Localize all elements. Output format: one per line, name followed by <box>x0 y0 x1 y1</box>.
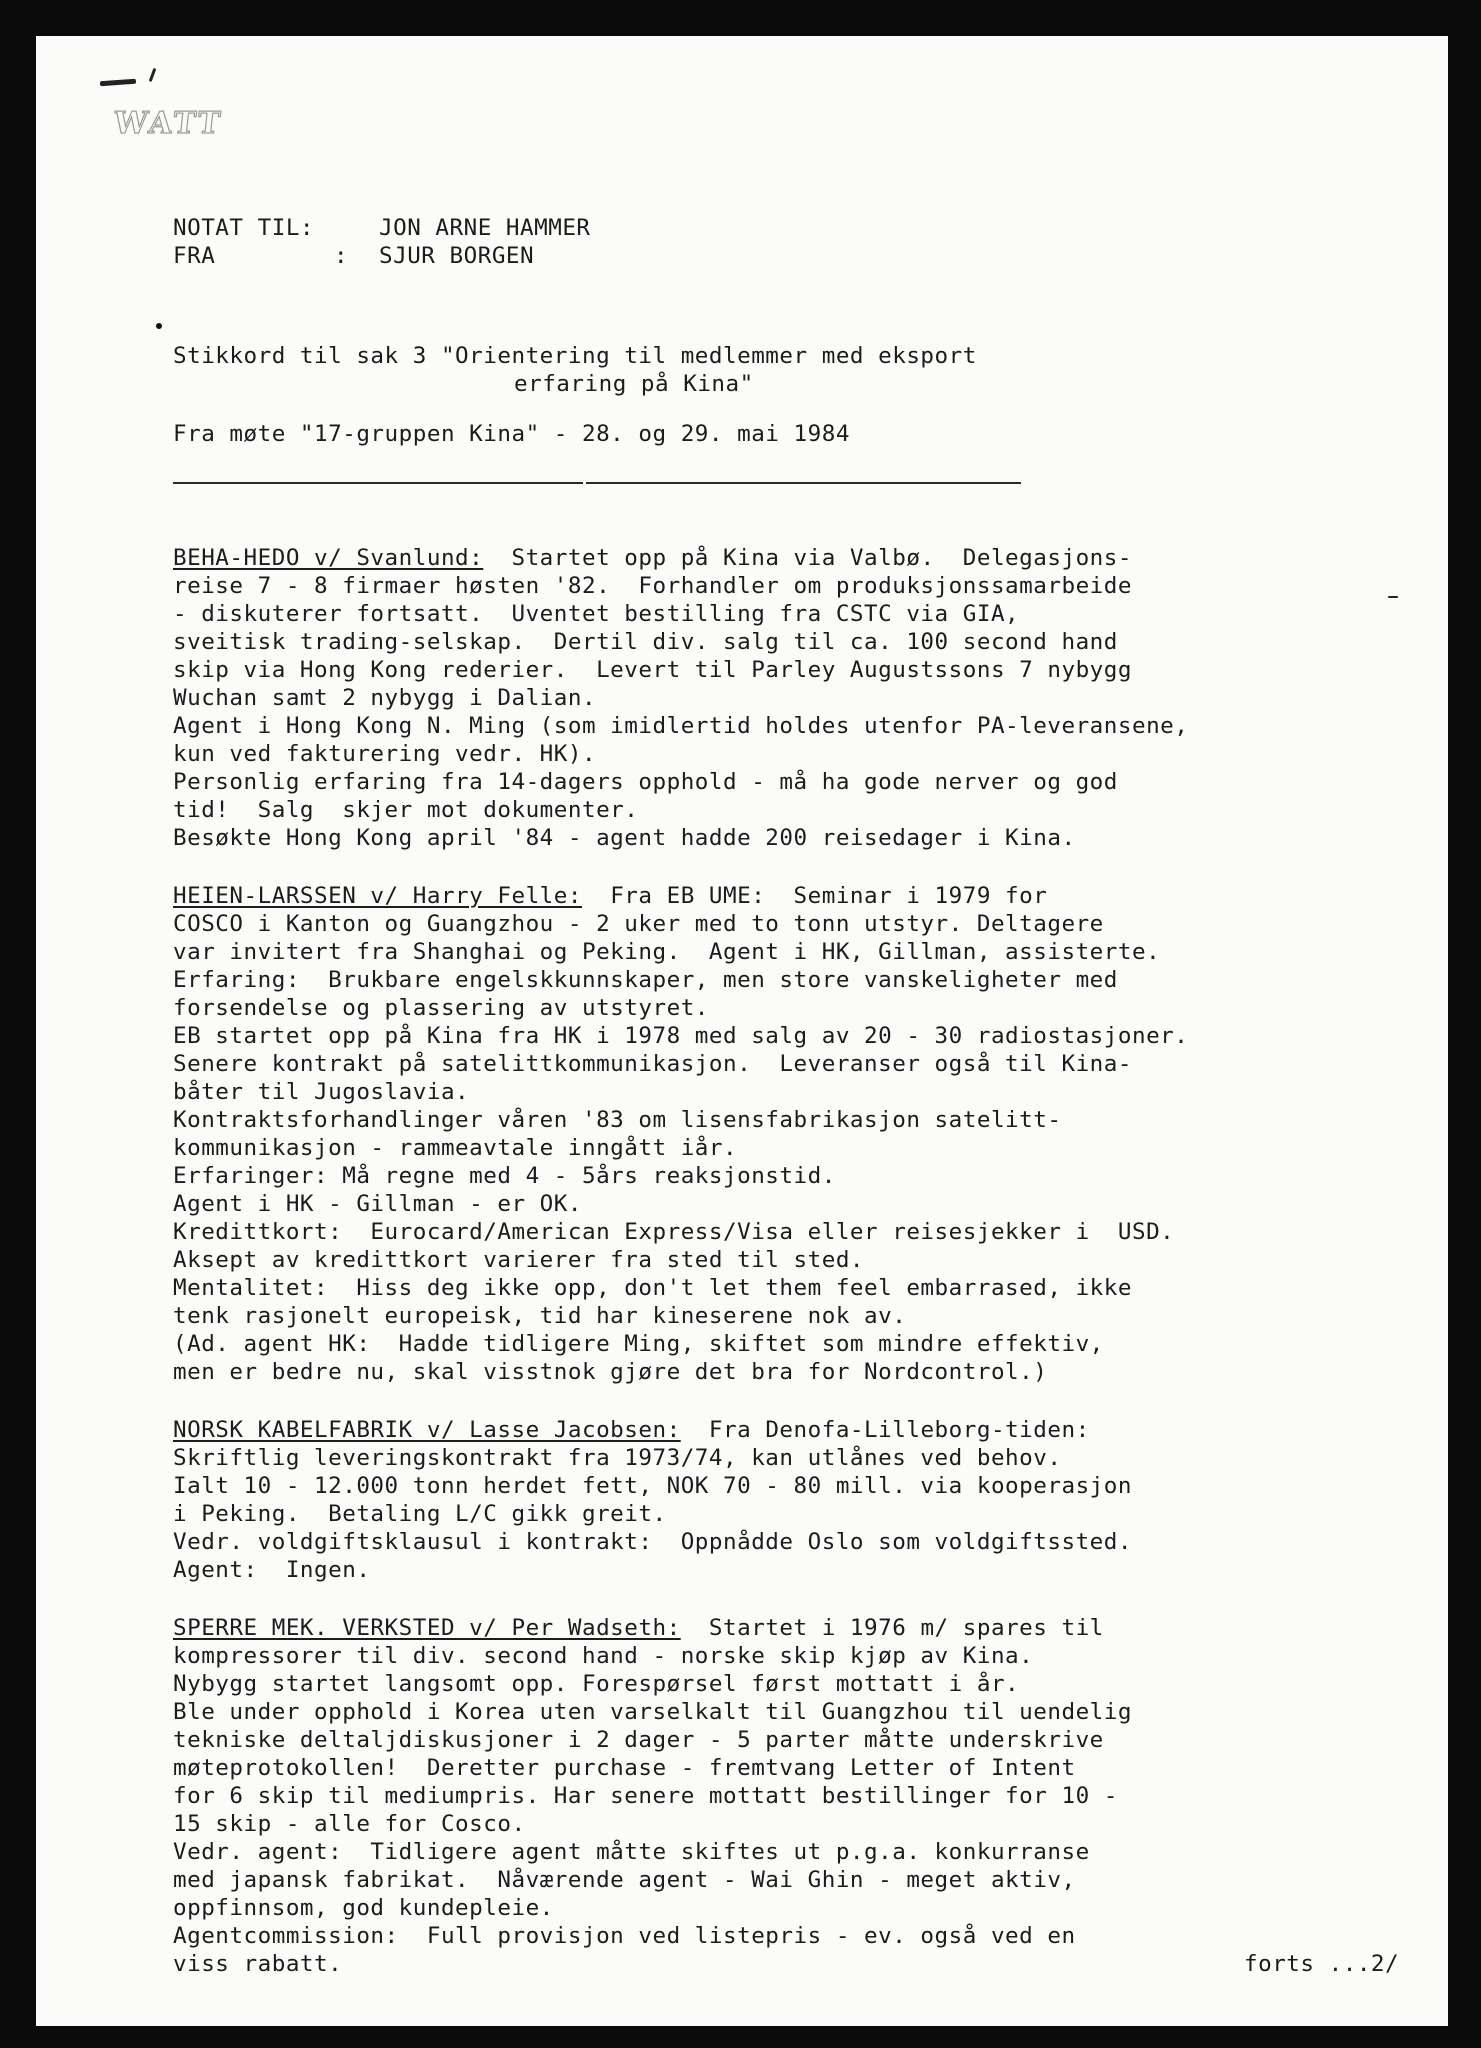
text-line: Wuchan samt 2 nybygg i Dalian. <box>173 685 597 711</box>
margin-dot <box>156 323 162 329</box>
handwritten-tick <box>149 68 157 82</box>
watt-logo: WATT <box>112 106 225 141</box>
text-line: Skriftlig leveringskontrakt fra 1973/74, kan utlånes ved behov. <box>173 1445 1062 1471</box>
text-line: Besøkte Hong Kong april '84 - agent hadde 200 reisedager i Kina. <box>173 825 1076 851</box>
text-line: Mentalitet: Hiss deg ikke opp, don't let them feel embarrased, ikke <box>173 1275 1132 1301</box>
text-line: kompressorer til div. second hand - norske skip kjøp av Kina. <box>173 1643 1034 1669</box>
text-line: Vedr. agent: Tidligere agent måtte skiftes ut p.g.a. konkurranse <box>173 1839 1090 1865</box>
section-2-first-line <box>173 882 1047 910</box>
text-line: for 6 skip til mediumpris. Har senere mottatt bestillinger for 10 - <box>173 1783 1118 1809</box>
section-4-intro: Startet i 1976 m/ spares til <box>680 1615 1104 1641</box>
text-line: men er bedre nu, skal visstnok gjøre det bra for Nordcontrol.) <box>173 1359 1048 1385</box>
section-3-intro: Fra Denofa-Lilleborg-tiden: <box>680 1417 1090 1443</box>
section-4-heading: SPERRE MEK. VERKSTED v/ Per Wadseth: <box>173 1615 681 1641</box>
section-1-heading: BEHA-HEDO v/ Svanlund: <box>173 545 484 571</box>
to-value: JON ARNE HAMMER <box>379 215 591 241</box>
subject-line-2: erfaring på Kina" <box>514 371 754 397</box>
text-line: tid! Salg skjer mot dokumenter. <box>173 797 639 823</box>
section-4-first-line <box>173 1614 1104 1642</box>
text-line: Personlig erfaring fra 14-dagers opphold - må ha gode nerver og god <box>173 769 1118 795</box>
section-2-heading: HEIEN-LARSSEN v/ Harry Felle: <box>173 883 582 909</box>
to-label: NOTAT TIL: <box>173 215 315 241</box>
text-line: i Peking. Betaling L/C gikk greit. <box>173 1501 667 1527</box>
text-line: tenk rasjonelt europeisk, tid har kineserene nok av. <box>173 1303 907 1329</box>
text-line: Nybygg startet langsomt opp. Forespørsel først mottatt i år. <box>173 1671 1020 1697</box>
section-2-intro: Fra EB UME: Seminar i 1979 for <box>581 883 1048 909</box>
section-1-first-line <box>173 544 1132 572</box>
text-line: COSCO i Kanton og Guangzhou - 2 uker med to tonn utstyr. Deltagere <box>173 911 1104 937</box>
text-line: sveitisk trading-selskap. Dertil div. salg til ca. 100 second hand <box>173 629 1118 655</box>
text-line: Kontraktsforhandlinger våren '83 om lisensfabrikasjon satelitt- <box>173 1107 1062 1133</box>
section-3-first-line <box>173 1416 1090 1444</box>
text-line: oppfinnsom, god kundepleie. <box>173 1895 554 1921</box>
text-line: skip via Hong Kong rederier. Levert til Parley Augustssons 7 nybygg <box>173 657 1132 683</box>
document-page <box>36 36 1448 2026</box>
text-line: Ble under opphold i Korea uten varselkalt til Guangzhou til uendelig <box>173 1699 1132 1725</box>
from-value: SJUR BORGEN <box>379 243 535 269</box>
text-line: EB startet opp på Kina fra HK i 1978 med salg av 20 - 30 radiostasjoner. <box>173 1023 1189 1049</box>
text-line: møteprotokollen! Deretter purchase - fremtvang Letter of Intent <box>173 1755 1076 1781</box>
text-line: Erfaring: Brukbare engelskkunnskaper, men store vanskeligheter med <box>173 967 1118 993</box>
from-separator: : <box>334 243 349 269</box>
section-1-intro: Startet opp på Kina via Valbø. Delegasjons- <box>483 545 1132 571</box>
margin-tick <box>1388 596 1398 598</box>
text-line: kommunikasjon - rammeavtale inngått iår. <box>173 1135 738 1161</box>
from-label: FRA <box>173 243 216 269</box>
text-line: Kredittkort: Eurocard/American Express/Visa eller reisesjekker i USD. <box>173 1219 1175 1245</box>
text-line: Agentcommission: Full provisjon ved listepris - ev. også ved en <box>173 1923 1076 1949</box>
text-line: Agent: Ingen. <box>173 1557 371 1583</box>
text-line: (Ad. agent HK: Hadde tidligere Ming, skiftet som mindre effektiv, <box>173 1331 1104 1357</box>
section-3-heading: NORSK KABELFABRIK v/ Lasse Jacobsen: <box>173 1417 681 1443</box>
text-line: Agent i Hong Kong N. Ming (som imidlertid holdes utenfor PA-leveransene, <box>173 713 1189 739</box>
text-line: Senere kontrakt på satelittkommunikasjon. Leveranser også til Kina- <box>173 1051 1132 1077</box>
text-line: viss rabatt. <box>173 1951 343 1977</box>
text-line: 15 skip - alle for Cosco. <box>173 1811 526 1837</box>
handwritten-mark <box>100 79 136 86</box>
subject-line-1: Stikkord til sak 3 "Orientering til medlemmer med eksport <box>173 343 977 369</box>
divider-rule <box>586 482 1021 484</box>
meeting-line: Fra møte "17-gruppen Kina" - 28. og 29. mai 1984 <box>173 421 850 447</box>
text-line: Ialt 10 - 12.000 tonn herdet fett, NOK 70 - 80 mill. via kooperasjon <box>173 1473 1132 1499</box>
text-line: forsendelse og plassering av utstyret. <box>173 995 709 1021</box>
text-line: kun ved fakturering vedr. HK). <box>173 741 597 767</box>
text-line: var invitert fra Shanghai og Peking. Agent i HK, Gillman, assisterte. <box>173 939 1161 965</box>
text-line: Erfaringer: Må regne med 4 - 5års reaksjonstid. <box>173 1163 836 1189</box>
continued-marker: forts ...2/ <box>1244 1951 1400 1977</box>
text-line: Aksept av kredittkort varierer fra sted til sted. <box>173 1247 865 1273</box>
text-line: reise 7 - 8 firmaer høsten '82. Forhandler om produksjonssamarbeide <box>173 573 1132 599</box>
text-line: Agent i HK - Gillman - er OK. <box>173 1191 582 1217</box>
text-line: - diskuterer fortsatt. Uventet bestilling fra CSTC via GIA, <box>173 601 1020 627</box>
divider-rule <box>173 482 583 484</box>
text-line: tekniske deltaljdiskusjoner i 2 dager - 5 parter måtte underskrive <box>173 1727 1104 1753</box>
text-line: med japansk fabrikat. Nåværende agent - Wai Ghin - meget aktiv, <box>173 1867 1076 1893</box>
text-line: båter til Jugoslavia. <box>173 1079 470 1105</box>
text-line: Vedr. voldgiftsklausul i kontrakt: Oppnådde Oslo som voldgiftssted. <box>173 1529 1132 1555</box>
